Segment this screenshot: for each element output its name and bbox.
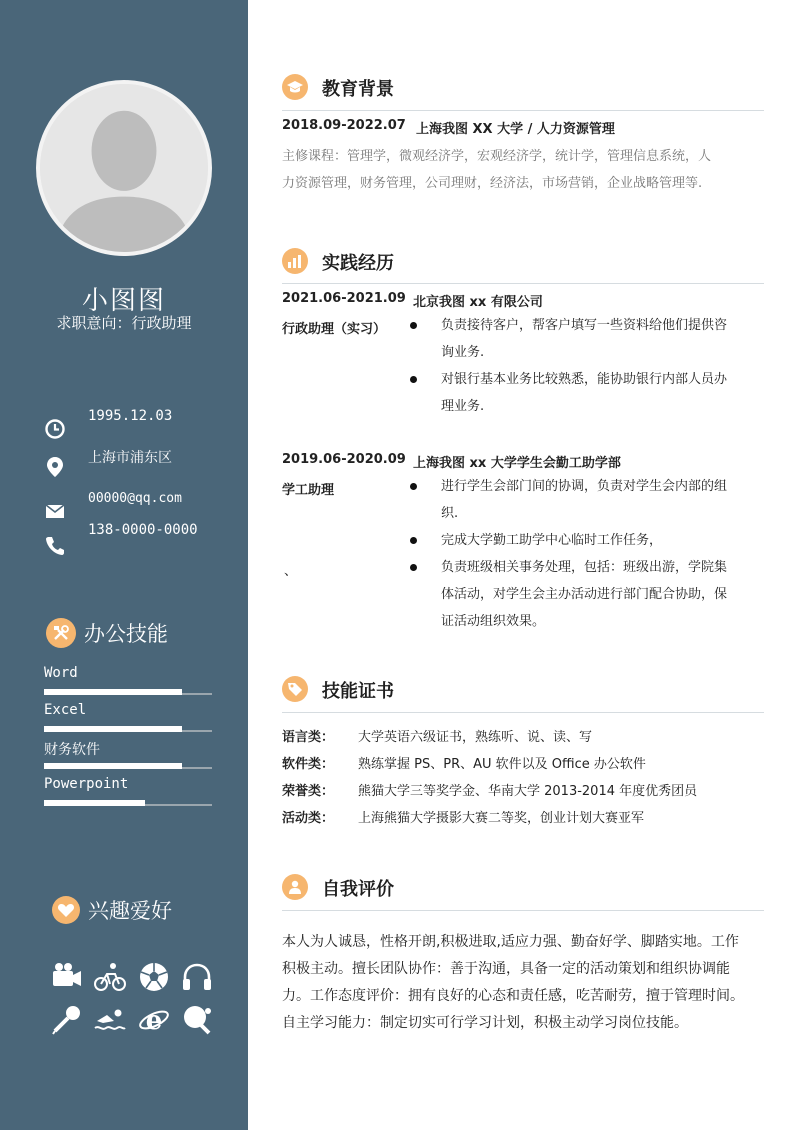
job-bullet-text: 负责接待客户，帮客户填写一些资料给他们提供咨询业务. bbox=[441, 318, 728, 360]
internet-icon bbox=[137, 1003, 171, 1037]
skill-level-bar bbox=[44, 689, 212, 695]
stray-mark: 、 bbox=[284, 564, 298, 579]
job-intent: 求职意向：行政助理 bbox=[56, 314, 192, 332]
clock-icon bbox=[44, 418, 66, 440]
candidate-name: 小图图 bbox=[81, 286, 166, 316]
job-role: 学工助理 bbox=[282, 483, 335, 498]
cert-label: 荣誉类： bbox=[282, 784, 335, 799]
skill-word bbox=[44, 665, 212, 695]
section-divider bbox=[282, 283, 764, 284]
email-text: 00000@qq.com bbox=[88, 491, 182, 506]
ping-pong-icon bbox=[180, 1003, 214, 1037]
person-silhouette-icon bbox=[40, 84, 208, 252]
skill-name: 财务软件 bbox=[44, 742, 100, 758]
main-content bbox=[248, 0, 800, 1130]
certificates-title: 技能证书 bbox=[322, 681, 394, 702]
self-evaluation-text: 本人为人诚恳，性格开朗,积极进取,适应力强、勤奋好学、脚踏实地。工作积极主动。擅长团队协作：善于沟通，具备一定的活动策划和组织协调能力。工作态度评价：拥有良好的心态和责任感，吃苦耐劳，擅于管理时间。自主学习能力：制定切实可行学习计划，积极主动学习岗位技能。 bbox=[282, 934, 744, 1031]
headphones-icon bbox=[180, 960, 214, 994]
job-bullet-text: 进行学生会部门间的协调，负责对学生会内部的组织. bbox=[441, 479, 728, 521]
cert-label: 软件类： bbox=[282, 757, 335, 772]
svg-text:e: e bbox=[145, 1006, 163, 1036]
skill-finance-software bbox=[44, 739, 212, 769]
job-period: 2021.06-2021.09 bbox=[282, 291, 406, 306]
skill-name: Powerpoint bbox=[44, 776, 129, 792]
section-divider bbox=[282, 110, 764, 111]
skill-excel bbox=[44, 702, 212, 732]
education-school: 上海我图 XX 大学 / 人力资源管理 bbox=[416, 122, 615, 137]
skills-heading bbox=[46, 618, 168, 648]
tools-icon bbox=[46, 618, 76, 648]
section-divider bbox=[282, 712, 764, 713]
self-evaluation-title: 自我评价 bbox=[322, 879, 394, 900]
sidebar bbox=[0, 0, 248, 1130]
skill-level-fill bbox=[44, 800, 145, 806]
skill-name: Excel bbox=[44, 702, 87, 718]
cert-value: 熊猫大学三等奖学金、华南大学 2013-2014 年度优秀团员 bbox=[358, 784, 698, 799]
skills-title: 办公技能 bbox=[84, 622, 168, 646]
skill-level-bar bbox=[44, 726, 212, 732]
practice-title: 实践经历 bbox=[322, 253, 394, 274]
skill-name: Word bbox=[44, 665, 78, 681]
microphone-icon bbox=[50, 1003, 84, 1037]
job-company: 北京我图 xx 有限公司 bbox=[413, 295, 543, 310]
phone-text: 138-0000-0000 bbox=[88, 522, 198, 538]
birth-date: 1995.12.03 bbox=[88, 408, 173, 424]
tag-icon bbox=[282, 676, 308, 702]
cert-value: 熟练掌握 PS、PR、AU 软件以及 Office 办公软件 bbox=[358, 757, 646, 772]
cycling-icon bbox=[93, 960, 127, 994]
education-courses-line1: 主修课程：管理学，微观经济学，宏观经济学，统计学，管理信息系统，人 bbox=[282, 149, 712, 164]
job-bullet bbox=[410, 312, 732, 366]
camera-icon bbox=[50, 960, 84, 994]
mail-icon bbox=[44, 500, 66, 522]
skill-level-bar bbox=[44, 800, 212, 806]
education-courses-line2: 力资源管理，财务管理，公司理财，经济法，市场营销，企业战略管理等. bbox=[282, 176, 703, 191]
job-period: 2019.06-2020.09 bbox=[282, 452, 406, 467]
job-bullet-text: 对银行基本业务比较熟悉，能协助银行内部人员办理业务. bbox=[441, 372, 728, 414]
location-text: 上海市浦东区 bbox=[88, 450, 172, 466]
education-period: 2018.09-2022.07 bbox=[282, 118, 406, 133]
skill-level-fill bbox=[44, 689, 182, 695]
cert-value: 大学英语六级证书，熟练听、说、读、写 bbox=[358, 730, 593, 745]
cert-label: 活动类： bbox=[282, 811, 335, 826]
skill-powerpoint bbox=[44, 776, 212, 806]
cert-value: 上海熊猫大学摄影大赛二等奖，创业计划大赛亚军 bbox=[358, 811, 645, 826]
education-title: 教育背景 bbox=[322, 79, 394, 100]
bar-chart-icon bbox=[282, 248, 308, 274]
avatar bbox=[36, 80, 212, 256]
cert-label: 语言类： bbox=[282, 730, 335, 745]
job-company: 上海我图 xx 大学学生会勤工助学部 bbox=[413, 456, 621, 471]
heart-icon bbox=[52, 896, 80, 924]
job-role: 行政助理（实习） bbox=[282, 322, 387, 337]
skill-level-bar bbox=[44, 763, 212, 769]
swimming-icon bbox=[93, 1003, 127, 1037]
football-icon bbox=[137, 960, 171, 994]
job-bullet bbox=[410, 527, 732, 554]
hobbies-heading bbox=[52, 895, 172, 925]
job-bullet-text: 负责班级相关事务处理，包括：班级出游，学院集体活动，对学生会主办活动进行部门配合协助，保证活动组织效果。 bbox=[441, 560, 728, 629]
location-pin-icon bbox=[44, 456, 66, 478]
section-divider bbox=[282, 910, 764, 911]
job-bullet bbox=[410, 473, 732, 527]
job-bullet bbox=[410, 366, 732, 420]
skill-level-fill bbox=[44, 726, 182, 732]
job-bullet-text: 完成大学勤工助学中心临时工作任务， bbox=[441, 533, 663, 548]
skill-level-fill bbox=[44, 763, 182, 769]
user-icon bbox=[282, 874, 308, 900]
phone-icon bbox=[44, 534, 66, 556]
hobbies-title: 兴趣爱好 bbox=[88, 899, 172, 923]
graduation-cap-icon bbox=[282, 74, 308, 100]
job-bullet bbox=[410, 554, 732, 635]
